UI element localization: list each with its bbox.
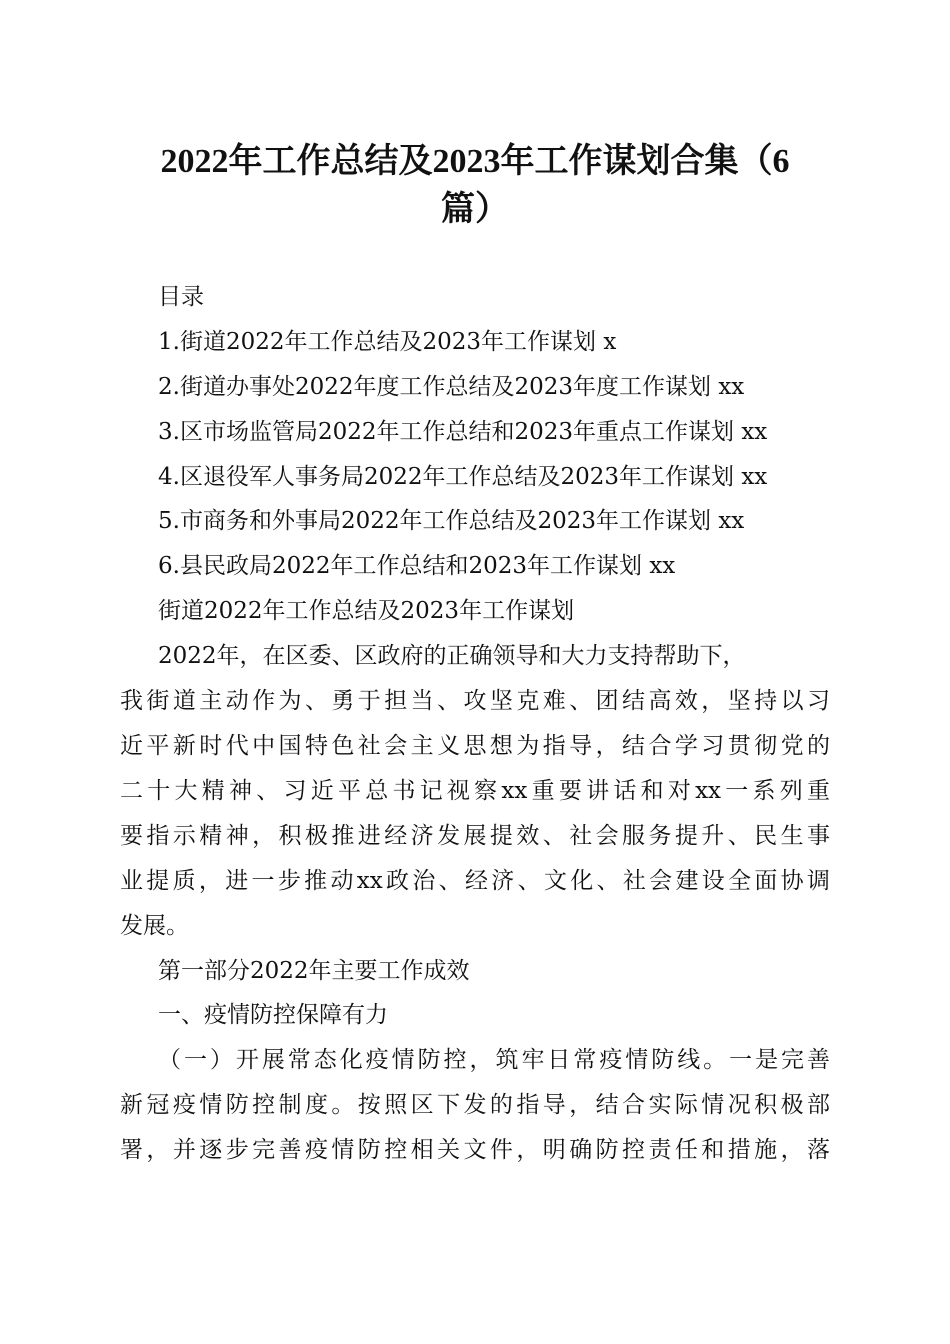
intro-paragraph-line: 发展。 xyxy=(120,913,189,939)
toc-item[interactable]: 2.街道办事处2022年度工作总结及2023年度工作谋划 xx xyxy=(158,374,745,400)
intro-paragraph-line: 二十大精神、习近平总书记视察xx重要讲话和对xx一系列重 xyxy=(120,778,830,804)
intro-paragraph-line: 近平新时代中国特色社会主义思想为指导，结合学习贯彻党的 xyxy=(120,733,830,759)
intro-paragraph-line: 业提质，进一步推动xx政治、经济、文化、社会建设全面协调 xyxy=(120,868,830,894)
toc-item[interactable]: 3.区市场监管局2022年工作总结和2023年重点工作谋划 xx xyxy=(158,419,768,445)
document-title-line-1: 2022年工作总结及2023年工作谋划合集（6 xyxy=(160,143,790,180)
toc-item[interactable]: 1.街道2022年工作总结及2023年工作谋划 x xyxy=(158,329,617,355)
body-paragraph-line: 新冠疫情防控制度。按照区下发的指导，结合实际情况积极部 xyxy=(120,1092,830,1118)
section-heading: 一、疫情防控保障有力 xyxy=(158,1002,388,1028)
body-paragraph-line: 署，并逐步完善疫情防控相关文件，明确防控责任和措施，落 xyxy=(120,1137,830,1163)
article-title: 街道2022年工作总结及2023年工作谋划 xyxy=(158,598,575,624)
intro-paragraph-line: 2022年，在区委、区政府的正确领导和大力支持帮助下， xyxy=(158,643,746,669)
document-title-line-2: 篇） xyxy=(441,191,509,228)
toc-item[interactable]: 5.市商务和外事局2022年工作总结及2023年工作谋划 xx xyxy=(158,508,745,534)
intro-paragraph-line: 我街道主动作为、勇于担当、攻坚克难、团结高效，坚持以习 xyxy=(120,688,830,714)
toc-item[interactable]: 4.区退役军人事务局2022年工作总结及2023年工作谋划 xx xyxy=(158,464,768,490)
part-heading: 第一部分2022年主要工作成效 xyxy=(158,958,470,984)
toc-heading: 目录 xyxy=(158,284,204,310)
toc-item[interactable]: 6.县民政局2022年工作总结和2023年工作谋划 xx xyxy=(158,553,676,579)
body-paragraph-line: （一）开展常态化疫情防控，筑牢日常疫情防线。一是完善 xyxy=(158,1047,830,1073)
intro-paragraph-line: 要指示精神，积极推进经济发展提效、社会服务提升、民生事 xyxy=(120,823,830,849)
